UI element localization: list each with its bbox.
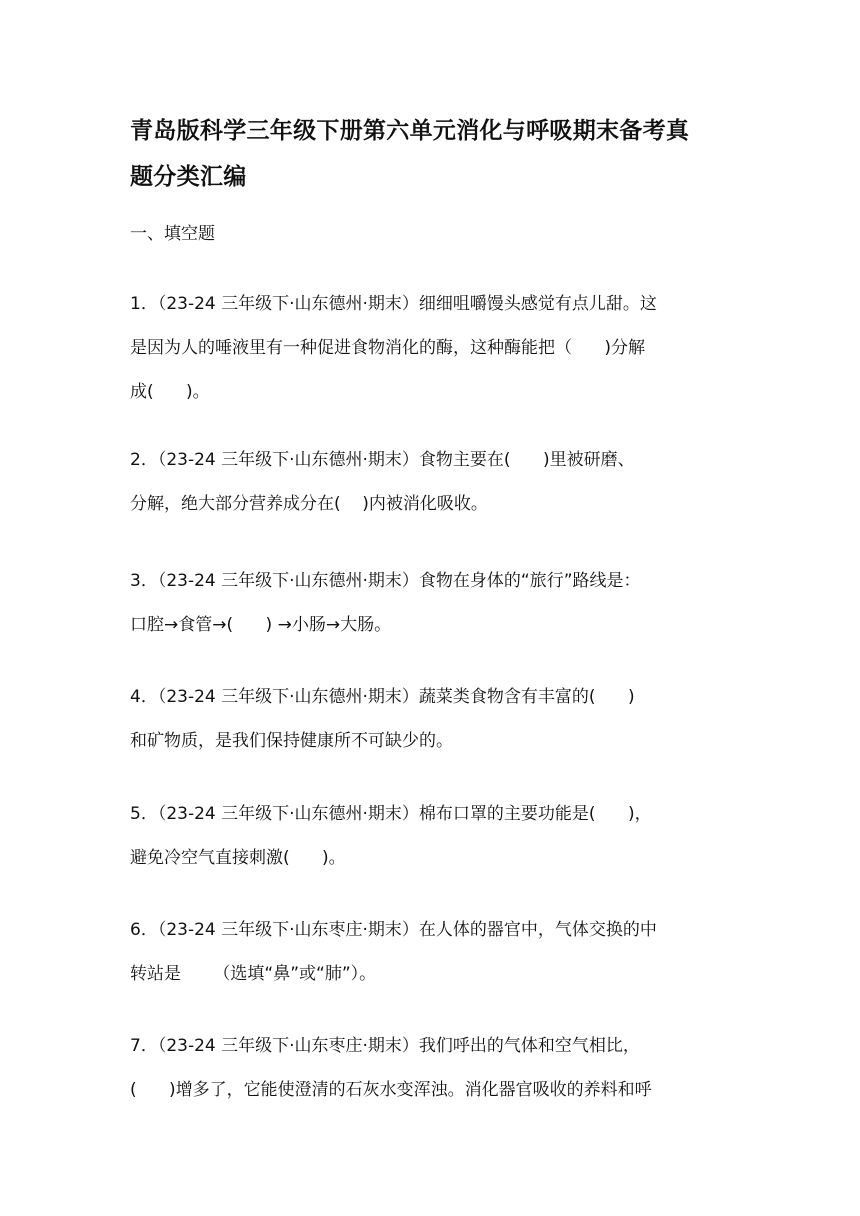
question-7-line-2: ( )增多了，它能使澄清的石灰水变浑浊。消化器官吸收的养料和呼 [130,1080,652,1100]
question-2 [130,446,730,534]
question-3-line-2: 口腔→食管→( ) →小肠→大肠。 [130,615,392,635]
question-4-line-1: 4．（23-24 三年级下·山东德州·期末）蔬菜类食物含有丰富的( ) [130,687,635,707]
question-7-line-1: 7．（23-24 三年级下·山东枣庄·期末）我们呼出的气体和空气相比， [130,1036,640,1056]
question-4 [130,683,730,771]
document-title [130,108,730,200]
question-2-line-2: 分解，绝大部分营养成分在( )内被消化吸收。 [130,494,488,514]
question-6-line-1: 6．（23-24 三年级下·山东枣庄·期末）在人体的器官中，气体交换的中 [130,920,657,940]
section-heading: 一、填空题 [130,224,215,244]
question-5-line-2: 避免冷空气直接刺激( )。 [130,848,346,868]
question-2-line-1: 2．（23-24 三年级下·山东德州·期末）食物主要在( )里被研磨、 [130,450,635,470]
document-title-line-2: 题分类汇编 [130,164,247,190]
question-5 [130,800,730,888]
question-3 [130,567,730,655]
document-title-line-1: 青岛版科学三年级下册第六单元消化与呼吸期末备考真 [130,118,690,144]
question-1-line-3: 成( )。 [130,382,210,402]
question-6 [130,916,730,1004]
question-7 [130,1032,730,1120]
question-1 [130,290,730,422]
question-5-line-1: 5．（23-24 三年级下·山东德州·期末）棉布口罩的主要功能是( )， [130,804,652,824]
question-3-line-1: 3．（23-24 三年级下·山东德州·期末）食物在身体的“旅行”路线是： [130,571,641,591]
question-6-line-2: 转站是 （选填“鼻”或“肺”）。 [130,964,377,984]
question-1-line-2: 是因为人的唾液里有一种促进食物消化的酶，这种酶能把（ )分解 [130,338,646,358]
question-4-line-2: 和矿物质，是我们保持健康所不可缺少的。 [130,731,453,751]
question-1-line-1: 1．（23-24 三年级下·山东德州·期末）细细咀嚼馒头感觉有点儿甜。这 [130,294,657,314]
